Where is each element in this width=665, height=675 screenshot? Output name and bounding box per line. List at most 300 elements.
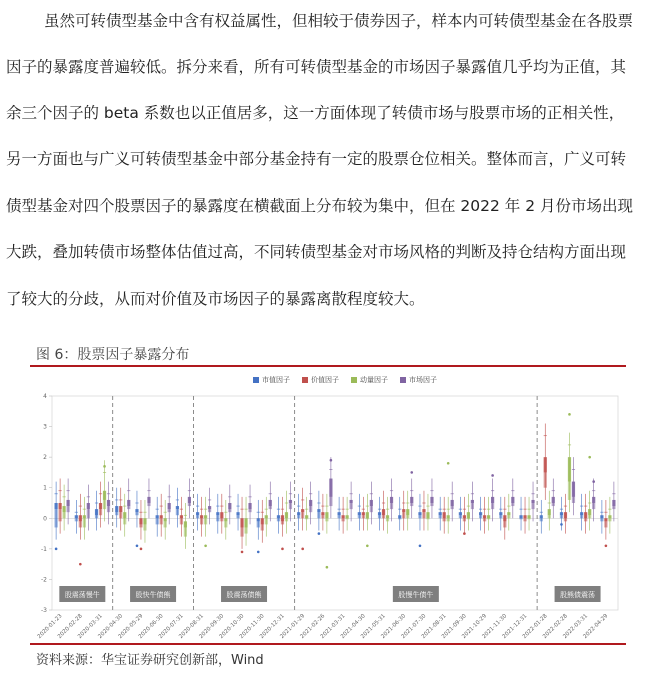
box-upper bbox=[309, 500, 312, 506]
box-upper bbox=[317, 509, 320, 512]
box-lower bbox=[321, 515, 324, 518]
box-lower bbox=[612, 506, 615, 509]
x-tick-label: 2021-01-29 bbox=[279, 613, 307, 641]
box-upper bbox=[350, 500, 353, 503]
box-lower bbox=[560, 515, 563, 518]
figure-bottom-rule bbox=[30, 643, 626, 645]
box-upper bbox=[459, 512, 462, 515]
box-lower bbox=[491, 503, 494, 509]
box-lower bbox=[224, 521, 227, 527]
box-lower bbox=[248, 509, 251, 512]
box-upper bbox=[305, 515, 308, 518]
x-tick-label: 2020-11-30 bbox=[238, 613, 266, 641]
box-lower bbox=[600, 518, 603, 521]
box-upper bbox=[370, 500, 373, 506]
box-upper bbox=[422, 509, 425, 512]
outlier-point bbox=[605, 545, 608, 548]
box-upper bbox=[463, 515, 466, 518]
legend-label: 价值因子 bbox=[311, 376, 339, 384]
box-lower bbox=[257, 521, 260, 527]
outlier-point bbox=[447, 462, 450, 465]
box-lower bbox=[544, 472, 547, 487]
outlier-point bbox=[330, 459, 333, 462]
box-upper bbox=[338, 512, 341, 515]
box-upper bbox=[612, 500, 615, 506]
outlier-point bbox=[257, 551, 260, 554]
paragraph-line: 大跌，叠加转债市场整体估值过高，不同转债型基金对市场风格的判断及持仓结构方面出现 bbox=[6, 243, 627, 261]
box-lower bbox=[487, 518, 490, 519]
x-tick-label: 2020-04-30 bbox=[97, 613, 125, 641]
box-upper bbox=[346, 515, 349, 518]
box-lower bbox=[143, 524, 146, 530]
regime-label: 股震荡慢牛 bbox=[64, 591, 100, 599]
box-lower bbox=[552, 503, 555, 506]
box-lower bbox=[483, 518, 486, 521]
x-tick-label: 2020-12-31 bbox=[259, 613, 286, 641]
box-lower bbox=[588, 515, 591, 518]
box-upper bbox=[168, 503, 171, 509]
box-lower bbox=[55, 509, 58, 527]
box-lower bbox=[402, 512, 405, 518]
box-upper bbox=[67, 500, 70, 506]
box-lower bbox=[592, 503, 595, 509]
box-lower bbox=[240, 527, 243, 536]
box-lower bbox=[127, 506, 130, 509]
box-lower bbox=[564, 518, 567, 521]
box-lower bbox=[277, 518, 280, 521]
box-lower bbox=[406, 515, 409, 518]
box-upper bbox=[499, 512, 502, 515]
box-upper bbox=[63, 506, 66, 512]
x-tick-label: 2020-08-31 bbox=[178, 613, 206, 641]
box-upper bbox=[240, 518, 243, 527]
x-tick-label: 2020-05-29 bbox=[117, 613, 145, 641]
box-lower bbox=[281, 521, 284, 524]
outlier-point bbox=[281, 548, 284, 551]
box-upper bbox=[200, 515, 203, 518]
box-upper bbox=[426, 512, 429, 518]
box-upper bbox=[75, 515, 78, 518]
box-lower bbox=[208, 509, 211, 512]
box-upper bbox=[511, 497, 514, 503]
box-lower bbox=[410, 503, 413, 506]
box-upper bbox=[79, 515, 82, 521]
x-tick-label: 2021-06-30 bbox=[380, 613, 408, 641]
box-upper bbox=[483, 515, 486, 518]
box-lower bbox=[261, 524, 264, 530]
paragraph-line: 另一方面也与广义可转债型基金中部分基金持有一定的股票仓位相关。整体而言，广义可转 bbox=[6, 150, 627, 168]
box-upper bbox=[608, 515, 611, 518]
box-lower bbox=[216, 515, 219, 521]
y-tick-label: 2 bbox=[43, 454, 47, 462]
paragraph-line: 虽然可转债型基金中含有权益属性，但相较于债券因子，样本内可转债型基金在各股票 bbox=[44, 12, 634, 30]
box-upper bbox=[439, 512, 442, 515]
box-upper bbox=[248, 503, 251, 509]
box-lower bbox=[115, 512, 118, 515]
paragraph-line: 因子的暴露度普遍较低。拆分来看，所有可转债型基金的市场因子暴露值几乎均为正值，其 bbox=[6, 58, 627, 76]
outlier-point bbox=[366, 545, 369, 548]
box-upper bbox=[358, 512, 361, 515]
box-lower bbox=[87, 509, 90, 518]
outlier-point bbox=[204, 545, 207, 548]
x-tick-label: 2021-02-26 bbox=[299, 613, 327, 641]
box-upper bbox=[548, 509, 551, 515]
box-upper bbox=[507, 512, 510, 515]
box-lower bbox=[236, 515, 239, 518]
box-upper bbox=[479, 512, 482, 515]
box-lower bbox=[147, 503, 150, 506]
box-upper bbox=[188, 497, 191, 503]
factor-exposure-boxplot bbox=[30, 368, 626, 644]
box-upper bbox=[325, 512, 328, 518]
box-lower bbox=[366, 518, 369, 519]
box-upper bbox=[208, 506, 211, 509]
box-lower bbox=[584, 518, 587, 521]
x-tick-label: 2020-01-23 bbox=[36, 613, 64, 641]
box-lower bbox=[83, 518, 86, 527]
box-lower bbox=[418, 515, 421, 518]
box-upper bbox=[228, 503, 231, 509]
box-upper bbox=[269, 500, 272, 506]
box-upper bbox=[329, 479, 332, 497]
box-lower bbox=[329, 497, 332, 506]
box-upper bbox=[503, 515, 506, 521]
box-upper bbox=[580, 512, 583, 515]
box-lower bbox=[503, 521, 506, 527]
box-upper bbox=[402, 509, 405, 512]
box-upper bbox=[119, 506, 122, 512]
box-upper bbox=[527, 515, 530, 518]
figure-title: 图 6：股票因子暴露分布 bbox=[36, 347, 190, 363]
box-upper bbox=[176, 506, 179, 509]
y-tick-label: -1 bbox=[41, 545, 47, 553]
box-upper bbox=[447, 515, 450, 518]
box-upper bbox=[491, 497, 494, 503]
box-upper bbox=[378, 512, 381, 515]
outlier-point bbox=[419, 545, 422, 548]
box-lower bbox=[531, 503, 534, 509]
box-upper bbox=[487, 515, 490, 518]
box-upper bbox=[115, 506, 118, 512]
box-lower bbox=[188, 503, 191, 506]
box-upper bbox=[410, 497, 413, 503]
box-lower bbox=[123, 518, 126, 524]
x-tick-label: 2022-04-29 bbox=[582, 613, 610, 641]
box-lower bbox=[507, 515, 510, 518]
y-tick-label: 1 bbox=[43, 484, 47, 492]
box-upper bbox=[382, 509, 385, 515]
outlier-point bbox=[588, 456, 591, 459]
box-lower bbox=[479, 515, 482, 518]
box-upper bbox=[366, 512, 369, 518]
box-upper bbox=[147, 497, 150, 503]
regime-label: 股慢牛债牛 bbox=[398, 591, 434, 599]
box-upper bbox=[261, 518, 264, 524]
box-upper bbox=[390, 497, 393, 503]
box-upper bbox=[588, 509, 591, 515]
outlier-point bbox=[103, 465, 106, 468]
box-lower bbox=[471, 503, 474, 509]
outlier-point bbox=[326, 566, 329, 569]
regime-label: 股熊债震荡 bbox=[560, 591, 596, 599]
box-upper bbox=[99, 503, 102, 509]
box-lower bbox=[265, 518, 268, 524]
box-upper bbox=[301, 509, 304, 512]
box-upper bbox=[418, 512, 421, 515]
box-lower bbox=[103, 500, 106, 509]
box-upper bbox=[236, 512, 239, 515]
box-lower bbox=[378, 515, 381, 518]
box-upper bbox=[289, 500, 292, 503]
box-lower bbox=[426, 518, 429, 519]
x-tick-label: 2021-12-31 bbox=[501, 613, 529, 641]
box-lower bbox=[358, 515, 361, 518]
box-upper bbox=[224, 518, 227, 521]
box-lower bbox=[422, 512, 425, 518]
box-upper bbox=[471, 500, 474, 503]
box-upper bbox=[281, 515, 284, 521]
box-upper bbox=[342, 515, 345, 518]
paragraph-line: 余三个因子的 beta 系数也以正值居多，这一方面体现了转债市场与股票市场的正相关性， bbox=[6, 104, 625, 122]
box-lower bbox=[99, 509, 102, 515]
box-upper bbox=[59, 503, 62, 509]
legend-label: 市场因子 bbox=[409, 376, 437, 384]
box-upper bbox=[564, 512, 567, 518]
x-tick-label: 2022-01-28 bbox=[521, 613, 549, 641]
box-lower bbox=[604, 521, 607, 527]
box-upper bbox=[572, 482, 575, 497]
outlier-point bbox=[318, 532, 321, 535]
box-upper bbox=[139, 518, 142, 524]
outlier-point bbox=[140, 548, 143, 551]
box-upper bbox=[544, 457, 547, 472]
box-upper bbox=[164, 518, 167, 521]
box-lower bbox=[430, 503, 433, 506]
box-upper bbox=[523, 515, 526, 518]
box-upper bbox=[277, 515, 280, 518]
box-lower bbox=[350, 503, 353, 509]
box-lower bbox=[386, 518, 389, 521]
box-upper bbox=[321, 512, 324, 515]
x-tick-label: 2021-08-31 bbox=[420, 613, 448, 641]
box-upper bbox=[103, 491, 106, 500]
outlier-point bbox=[463, 532, 466, 535]
box-upper bbox=[552, 497, 555, 503]
outlier-point bbox=[568, 413, 571, 416]
box-upper bbox=[196, 512, 199, 515]
box-upper bbox=[244, 518, 247, 527]
y-tick-label: 0 bbox=[43, 515, 47, 523]
x-tick-label: 2020-10-30 bbox=[218, 613, 246, 641]
box-upper bbox=[180, 515, 183, 518]
box-lower bbox=[338, 515, 341, 518]
box-lower bbox=[382, 515, 385, 518]
y-tick-label: -2 bbox=[41, 576, 47, 584]
x-tick-label: 2020-07-31 bbox=[157, 613, 185, 641]
box-upper bbox=[184, 521, 187, 527]
x-tick-label: 2020-03-31 bbox=[77, 613, 104, 641]
box-lower bbox=[317, 512, 320, 518]
box-lower bbox=[107, 506, 110, 512]
legend-label: 市值因子 bbox=[262, 376, 290, 384]
box-lower bbox=[301, 512, 304, 518]
box-lower bbox=[467, 518, 470, 519]
box-lower bbox=[168, 509, 171, 512]
x-tick-label: 2021-11-30 bbox=[481, 613, 509, 641]
box-lower bbox=[519, 518, 522, 519]
box-upper bbox=[135, 509, 138, 512]
box-lower bbox=[156, 518, 159, 524]
box-upper bbox=[443, 512, 446, 518]
legend-label: 动量因子 bbox=[360, 376, 388, 384]
box-lower bbox=[580, 515, 583, 518]
figure-top-rule bbox=[30, 365, 626, 367]
box-upper bbox=[386, 515, 389, 518]
box-lower bbox=[79, 521, 82, 527]
box-upper bbox=[600, 515, 603, 518]
box-lower bbox=[135, 512, 138, 515]
box-upper bbox=[160, 515, 163, 518]
outlier-point bbox=[301, 548, 304, 551]
box-lower bbox=[511, 503, 514, 506]
box-upper bbox=[297, 512, 300, 515]
box-lower bbox=[398, 518, 401, 519]
box-upper bbox=[519, 515, 522, 518]
box-upper bbox=[123, 512, 126, 518]
outlier-point bbox=[241, 551, 244, 554]
box-upper bbox=[430, 497, 433, 503]
box-lower bbox=[390, 503, 393, 509]
box-lower bbox=[228, 509, 231, 512]
box-lower bbox=[67, 506, 70, 512]
box-lower bbox=[608, 518, 611, 521]
box-lower bbox=[204, 518, 207, 524]
outlier-point bbox=[410, 471, 413, 474]
box-lower bbox=[200, 518, 203, 524]
box-lower bbox=[164, 521, 167, 527]
box-lower bbox=[309, 506, 312, 512]
paragraph-line: 债型基金对四个股票因子的暴露度在横截面上分布较为集中，但在 2022 年 2 月份市场出现 bbox=[6, 197, 634, 215]
box-upper bbox=[257, 518, 260, 521]
outlier-point bbox=[79, 563, 82, 566]
box-upper bbox=[265, 515, 268, 518]
box-lower bbox=[196, 515, 199, 518]
box-upper bbox=[592, 497, 595, 503]
paragraph-line: 了较大的分歧，从而对价值及市场因子的暴露离散程度较大。 bbox=[6, 290, 425, 308]
box-lower bbox=[540, 518, 543, 521]
box-lower bbox=[59, 509, 62, 521]
box-upper bbox=[156, 515, 159, 518]
box-lower bbox=[548, 515, 551, 518]
box-lower bbox=[342, 518, 345, 521]
figure-source: 资料来源：华宝证券研究创新部，Wind bbox=[36, 653, 264, 668]
box-lower bbox=[447, 518, 450, 521]
outlier-point bbox=[136, 545, 139, 548]
box-upper bbox=[540, 515, 543, 518]
x-tick-label: 2021-04-30 bbox=[339, 613, 367, 641]
y-tick-label: -3 bbox=[41, 607, 47, 614]
box-lower bbox=[362, 515, 365, 518]
y-tick-label: 3 bbox=[43, 423, 47, 431]
box-lower bbox=[305, 518, 308, 519]
x-tick-label: 2022-03-31 bbox=[562, 613, 590, 641]
box-upper bbox=[560, 512, 563, 515]
box-lower bbox=[346, 518, 349, 519]
box-lower bbox=[499, 515, 502, 518]
box-upper bbox=[83, 515, 86, 518]
box-lower bbox=[63, 512, 66, 518]
box-lower bbox=[463, 518, 466, 521]
box-lower bbox=[289, 503, 292, 509]
regime-label: 股震荡债熊 bbox=[226, 591, 262, 599]
box-upper bbox=[220, 512, 223, 518]
box-lower bbox=[95, 515, 98, 518]
box-lower bbox=[325, 518, 328, 521]
box-lower bbox=[269, 506, 272, 509]
box-lower bbox=[184, 527, 187, 536]
x-tick-label: 2021-10-29 bbox=[461, 613, 489, 641]
x-tick-label: 2021-03-31 bbox=[319, 613, 347, 641]
box-upper bbox=[216, 512, 219, 515]
box-upper bbox=[398, 515, 401, 518]
box-lower bbox=[119, 512, 122, 518]
x-tick-label: 2020-06-30 bbox=[137, 613, 165, 641]
box-upper bbox=[87, 503, 90, 509]
box-lower bbox=[459, 515, 462, 518]
outlier-point bbox=[560, 523, 563, 526]
x-tick-label: 2020-02-28 bbox=[56, 613, 84, 641]
box-lower bbox=[572, 497, 575, 503]
box-lower bbox=[220, 518, 223, 521]
x-tick-label: 2021-05-31 bbox=[360, 613, 387, 641]
box-lower bbox=[527, 518, 530, 519]
box-upper bbox=[531, 500, 534, 503]
box-lower bbox=[297, 515, 300, 518]
outlier-point bbox=[592, 480, 595, 483]
box-lower bbox=[568, 482, 571, 500]
x-tick-label: 2022-02-28 bbox=[542, 613, 569, 641]
box-upper bbox=[604, 518, 607, 521]
box-lower bbox=[244, 527, 247, 533]
box-upper bbox=[204, 515, 207, 518]
box-upper bbox=[467, 512, 470, 518]
y-tick-label: 4 bbox=[43, 393, 47, 400]
box-lower bbox=[370, 506, 373, 512]
box-lower bbox=[443, 518, 446, 521]
x-tick-label: 2020-09-30 bbox=[198, 613, 226, 641]
box-upper bbox=[127, 500, 130, 506]
box-lower bbox=[75, 518, 78, 521]
box-lower bbox=[285, 518, 288, 521]
box-lower bbox=[160, 518, 163, 524]
box-upper bbox=[568, 457, 571, 481]
box-lower bbox=[451, 506, 454, 509]
box-upper bbox=[406, 509, 409, 515]
regime-label: 股快牛债熊 bbox=[135, 591, 171, 599]
box-lower bbox=[523, 518, 526, 521]
box-upper bbox=[95, 509, 98, 515]
x-tick-label: 2021-09-30 bbox=[440, 613, 468, 641]
box-lower bbox=[139, 524, 142, 527]
box-upper bbox=[55, 503, 58, 509]
box-upper bbox=[362, 512, 365, 515]
box-lower bbox=[180, 518, 183, 524]
box-upper bbox=[285, 512, 288, 518]
box-upper bbox=[107, 500, 110, 506]
box-upper bbox=[143, 518, 146, 524]
box-lower bbox=[176, 509, 179, 515]
outlier-point bbox=[491, 474, 494, 477]
